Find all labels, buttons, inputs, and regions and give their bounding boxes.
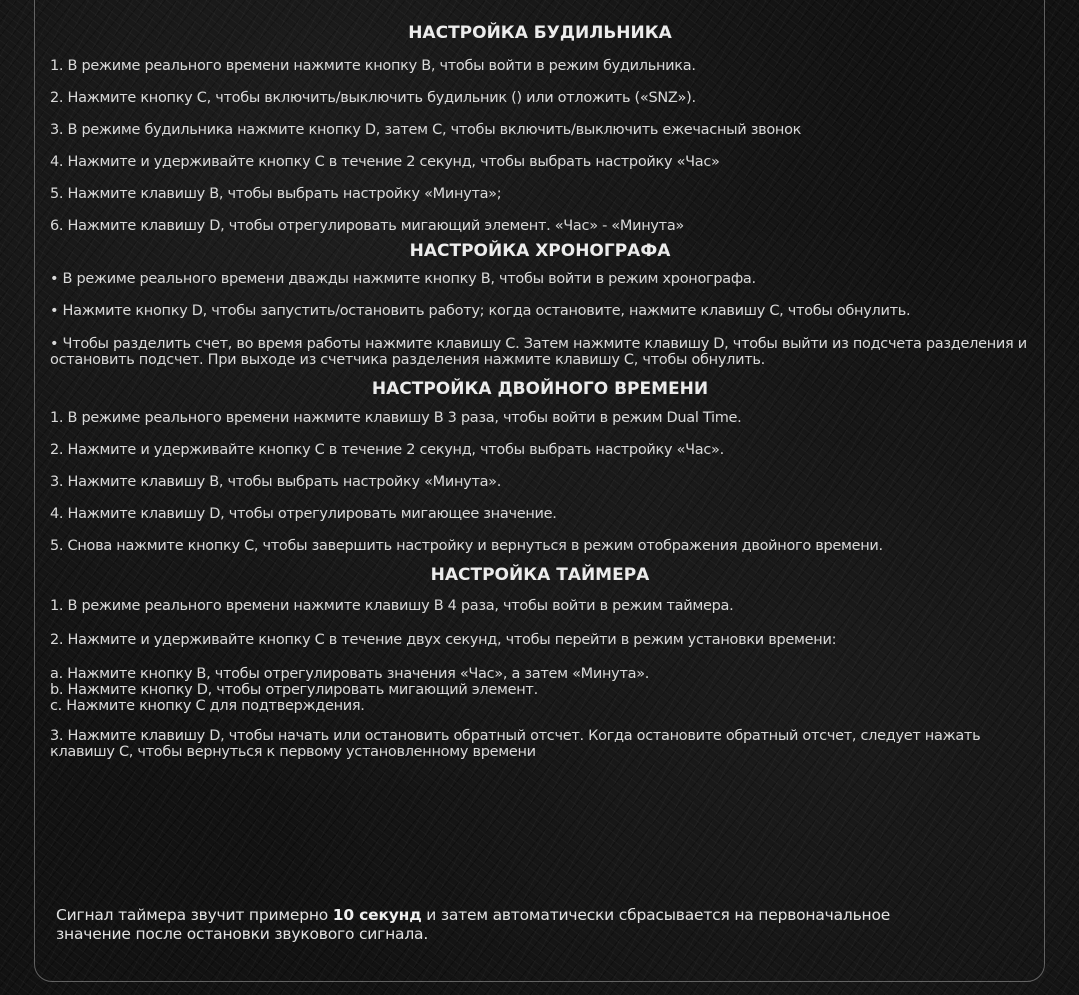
timer-substep-c: c. Нажмите кнопку C для подтверждения. (50, 698, 365, 714)
alarm-step-3: 3. В режиме будильника нажмите кнопку D, затем C, чтобы включить/выключить ежечасный звонок (50, 122, 802, 138)
chrono-item-3: • Чтобы разделить счет, во время работы нажмите клавишу C. Затем нажмите клавишу D, чтобы выйти из подсчета разделения и остановить подсчет. При выходе из счетчика разделения нажмите клавишу C, чтобы обнулить. (50, 336, 1027, 368)
chrono-item-1: • В режиме реального времени дважды нажмите кнопку B, чтобы войти в режим хронографа. (50, 271, 756, 287)
dual-time-step-4: 4. Нажмите клавишу D, чтобы отрегулировать мигающее значение. (50, 506, 557, 522)
section-title-chronograph: НАСТРОЙКА ХРОНОГРАФА (409, 241, 671, 261)
alarm-step-2: 2. Нажмите кнопку C, чтобы включить/выключить будильник () или отложить («SNZ»). (50, 90, 696, 106)
section-title-alarm: НАСТРОЙКА БУДИЛЬНИКА (408, 23, 672, 43)
timer-step-1: 1. В режиме реального времени нажмите клавишу B 4 раза, чтобы войти в режим таймера. (50, 598, 734, 614)
alarm-step-6: 6. Нажмите клавишу D, чтобы отрегулировать мигающий элемент. «Час» - «Минута» (50, 218, 684, 234)
dual-time-step-2: 2. Нажмите и удерживайте кнопку C в течение 2 секунд, чтобы выбрать настройку «Час». (50, 442, 724, 458)
alarm-step-1: 1. В режиме реального времени нажмите кнопку B, чтобы войти в режим будильника. (50, 58, 696, 74)
dual-time-step-3: 3. Нажмите клавишу B, чтобы выбрать настройку «Минута». (50, 474, 502, 490)
chrono-item-2: • Нажмите кнопку D, чтобы запустить/остановить работу; когда остановите, нажмите клавишу C, чтобы обнулить. (50, 303, 911, 319)
note-text-before: Сигнал таймера звучит примерно (56, 906, 333, 924)
dual-time-step-1: 1. В режиме реального времени нажмите клавишу B 3 раза, чтобы войти в режим Dual Time. (50, 410, 742, 426)
timer-signal-note (56, 906, 896, 944)
instructions-content (50, 22, 1030, 760)
timer-step-2: 2. Нажмите и удерживайте кнопку C в течение двух секунд, чтобы перейти в режим установки времени: (50, 632, 837, 648)
dual-time-step-5: 5. Снова нажмите кнопку C, чтобы завершить настройку и вернуться в режим отображения двойного времени. (50, 538, 883, 554)
timer-step-3: 3. Нажмите клавишу D, чтобы начать или остановить обратный отсчет. Когда остановите обратный отсчет, следует нажать клавишу C, чтобы вернуться к первому установленному времени (50, 728, 981, 760)
timer-substep-b: b. Нажмите кнопку D, чтобы отрегулировать мигающий элемент. (50, 682, 538, 698)
alarm-step-4: 4. Нажмите и удерживайте кнопку C в течение 2 секунд, чтобы выбрать настройку «Час» (50, 154, 720, 170)
section-title-timer: НАСТРОЙКА ТАЙМЕРА (430, 565, 650, 585)
alarm-step-5: 5. Нажмите клавишу B, чтобы выбрать настройку «Минута»; (50, 186, 502, 202)
note-duration-bold: 10 секунд (332, 906, 422, 924)
timer-substep-a: a. Нажмите кнопку B, чтобы отрегулировать значения «Час», а затем «Минута». (50, 666, 650, 682)
note-text-after: и затем автоматически сбрасывается на первоначальное значение после остановки звукового сигнала. (56, 906, 891, 943)
section-title-dual-time: НАСТРОЙКА ДВОЙНОГО ВРЕМЕНИ (371, 379, 709, 399)
